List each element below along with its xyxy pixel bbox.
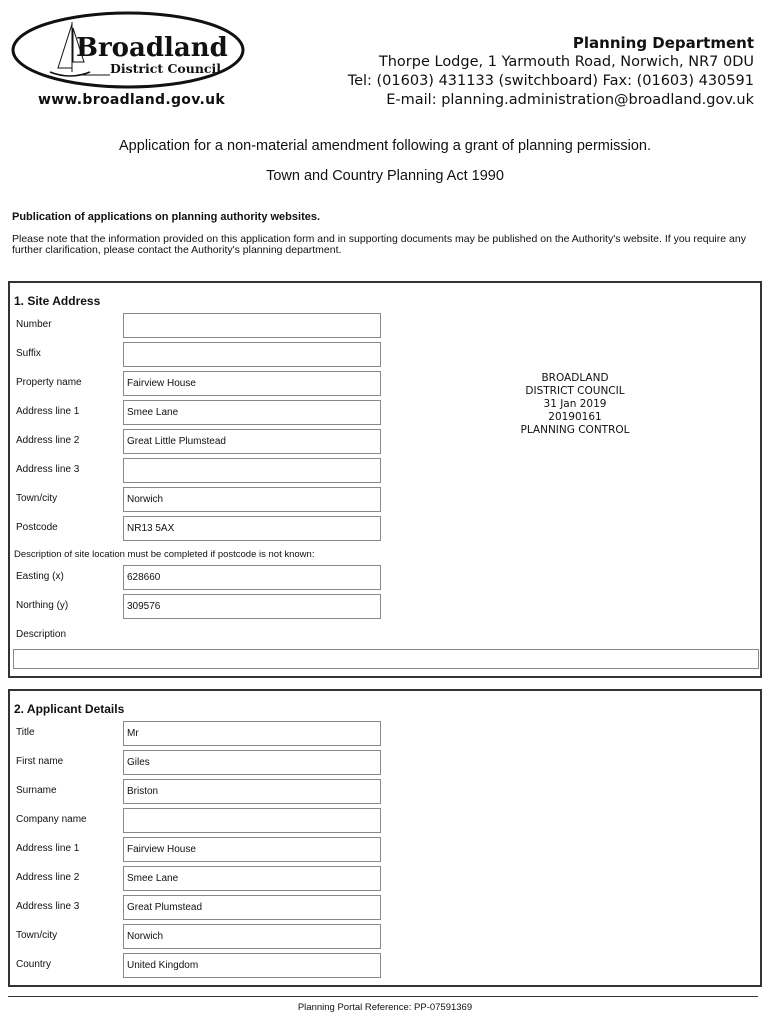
field-label: Surname	[16, 785, 57, 796]
form-row	[10, 516, 760, 542]
footer-divider	[8, 996, 758, 997]
publication-title: Publication of applications on planning authority websites.	[12, 211, 321, 223]
address-line-1-field[interactable]: Smee Lane	[123, 400, 381, 425]
logo-name: Broadland	[76, 33, 228, 63]
form-row	[10, 837, 760, 863]
department-contact	[348, 34, 754, 110]
field-label: Postcode	[16, 522, 58, 533]
department-tel: Tel: (01603) 431133 (switchboard) Fax: (01603) 430591	[347, 73, 754, 89]
form-row	[10, 866, 760, 892]
address-line-1-field[interactable]: Fairview House	[123, 837, 381, 862]
applicant-details-section	[8, 689, 762, 987]
department-name: Planning Department	[572, 34, 754, 52]
field-label: Address line 1	[16, 406, 80, 417]
form-row	[10, 895, 760, 921]
postcode-field[interactable]: NR13 5AX	[123, 516, 381, 541]
location-note: Description of site location must be completed if postcode is not known:	[14, 549, 315, 560]
form-row	[10, 924, 760, 950]
form-row	[10, 458, 760, 484]
website-link[interactable]: www.broadland.gov.uk	[38, 92, 226, 108]
address-line-3-field[interactable]: Great Plumstead	[123, 895, 381, 920]
form-row	[10, 750, 760, 776]
department-email[interactable]: E-mail: planning.administration@broadland.gov.uk	[386, 92, 754, 108]
address-line-2-field[interactable]: Great Little Plumstead	[123, 429, 381, 454]
field-label: Northing (y)	[16, 600, 69, 611]
form-row	[10, 623, 760, 649]
first-name-field[interactable]: Giles	[123, 750, 381, 775]
form-row	[10, 953, 760, 979]
form-row	[10, 594, 760, 620]
stamp-line: DISTRICT COUNCIL	[525, 385, 625, 397]
section-title: 1. Site Address	[14, 294, 101, 308]
form-row	[10, 313, 760, 339]
country-field[interactable]: United Kingdom	[123, 953, 381, 978]
received-stamp	[500, 372, 650, 437]
field-label: Property name	[16, 377, 82, 388]
site-address-section	[8, 281, 762, 678]
town-city-field[interactable]: Norwich	[123, 487, 381, 512]
property-name-field[interactable]: Fairview House	[123, 371, 381, 396]
form-row	[10, 721, 760, 747]
broadland-logo	[10, 10, 246, 90]
field-label: Number	[16, 319, 52, 330]
number-field[interactable]	[123, 313, 381, 338]
town-city-field[interactable]: Norwich	[123, 924, 381, 949]
field-label: Town/city	[16, 493, 58, 504]
address-line-3-field[interactable]	[123, 458, 381, 483]
form-act: Town and Country Planning Act 1990	[266, 168, 504, 184]
section-title: 2. Applicant Details	[14, 702, 125, 716]
logo-subtitle: District Council	[110, 61, 222, 76]
surname-field[interactable]: Briston	[123, 779, 381, 804]
field-label: Address line 2	[16, 872, 80, 883]
field-label: Easting (x)	[16, 571, 64, 582]
description-field[interactable]	[13, 649, 759, 669]
stamp-line: 20190161	[548, 411, 602, 423]
form-row	[10, 487, 760, 513]
stamp-line: PLANNING CONTROL	[520, 424, 630, 436]
stamp-line: BROADLAND	[541, 372, 609, 384]
company-name-field[interactable]	[123, 808, 381, 833]
field-label: Company name	[16, 814, 87, 825]
form-row	[10, 565, 760, 591]
suffix-field[interactable]	[123, 342, 381, 367]
field-label: Address line 3	[16, 901, 80, 912]
field-label: Title	[16, 727, 35, 738]
field-label: Town/city	[16, 930, 58, 941]
field-label: First name	[16, 756, 64, 767]
field-label: Address line 2	[16, 435, 80, 446]
form-row	[10, 808, 760, 834]
form-title: Application for a non-material amendment following a grant of planning permission.	[119, 138, 651, 154]
portal-reference: Planning Portal Reference: PP-07591369	[297, 1002, 473, 1013]
department-address: Thorpe Lodge, 1 Yarmouth Road, Norwich, NR7 0DU	[378, 54, 754, 70]
form-row	[10, 342, 760, 368]
stamp-line: 31 Jan 2019	[543, 398, 607, 410]
address-line-2-field[interactable]: Smee Lane	[123, 866, 381, 891]
field-label: Address line 3	[16, 464, 80, 475]
title-field[interactable]: Mr	[123, 721, 381, 746]
field-label: Suffix	[16, 348, 41, 359]
publication-note: Please note that the information provided on this application form and in supporting documents may be published on the Authority's website. If you require any further clarification, please contact the Authority's planning department.	[12, 233, 746, 256]
northing-field[interactable]: 309576	[123, 594, 381, 619]
field-label: Address line 1	[16, 843, 80, 854]
field-label: Description	[16, 629, 67, 640]
easting-field[interactable]: 628660	[123, 565, 381, 590]
form-row	[10, 779, 760, 805]
field-label: Country	[16, 959, 52, 970]
